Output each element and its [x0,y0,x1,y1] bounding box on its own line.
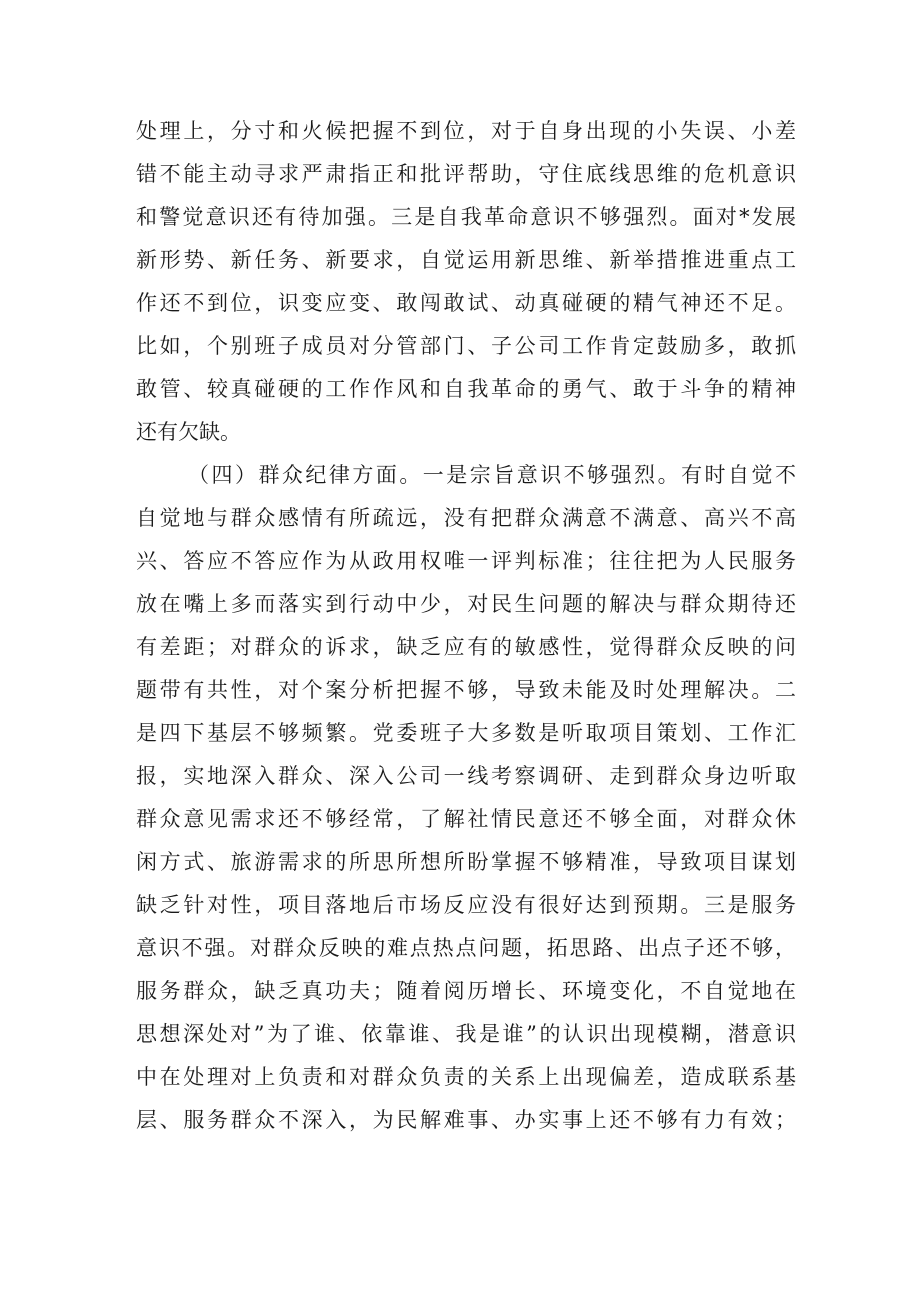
text-line: 处理上，分寸和火候把握不到位，对于自身出现的小失误、小差 [136,119,796,143]
text-line: 还有欠缺。 [136,420,241,444]
text-line: 群众意见需求还不够经常，了解社情民意还不够全面，对群众休 [136,807,796,831]
text-line: 意识不强。对群众反映的难点热点问题，拓思路、出点子还不够， [136,936,796,960]
text-line: 新形势、新任务、新要求，自觉运用新思维、新举措推进重点工 [136,248,796,272]
text-line: 敢管、较真碰硬的工作作风和自我革命的勇气、敢于斗争的精神 [136,377,796,401]
text-line: 自觉地与群众感情有所疏远，没有把群众满意不满意、高兴不高 [136,506,796,530]
text-line: 缺乏针对性，项目落地后市场反应没有很好达到预期。三是服务 [136,893,796,917]
text-line: 中在处理对上负责和对群众负责的关系上出现偏差，造成联系基 [136,1065,796,1089]
section-heading-line: （四）群众纪律方面。一是宗旨意识不够强烈。有时自觉不 [188,463,796,487]
text-line: 错不能主动寻求严肃指正和批评帮助，守住底线思维的危机意识 [136,162,796,186]
text-line: 比如，个别班子成员对分管部门、子公司工作肯定鼓励多，敢抓 [136,334,796,358]
text-line: 是四下基层不够频繁。党委班子大多数是听取项目策划、工作汇 [136,721,796,745]
text-line: 题带有共性，对个案分析把握不够，导致未能及时处理解决。二 [136,678,796,702]
text-line: 有差距；对群众的诉求，缺乏应有的敏感性，觉得群众反映的问 [136,635,796,659]
text-line: 服务群众，缺乏真功夫；随着阅历增长、环境变化，不自觉地在 [136,979,796,1003]
text-line: 闲方式、旅游需求的所思所想所盼掌握不够精准，导致项目谋划 [136,850,796,874]
text-line: 思想深处对”为了谁、依靠谁、我是谁”的认识出现模糊，潜意识 [136,1022,796,1046]
body-text [136,110,796,1142]
text-line: 和警觉意识还有待加强。三是自我革命意识不够强烈。面对*发展 [136,205,796,229]
text-line: 作还不到位，识变应变、敢闯敢试、动真碰硬的精气神还不足。 [136,291,796,315]
text-line: 兴、答应不答应作为从政用权唯一评判标准；往往把为人民服务 [136,549,796,573]
text-line: 放在嘴上多而落实到行动中少，对民生问题的解决与群众期待还 [136,592,796,616]
text-line: 报，实地深入群众、深入公司一线考察调研、走到群众身边听取 [136,764,796,788]
text-line: 层、服务群众不深入，为民解难事、办实事上还不够有力有效； [136,1108,796,1132]
